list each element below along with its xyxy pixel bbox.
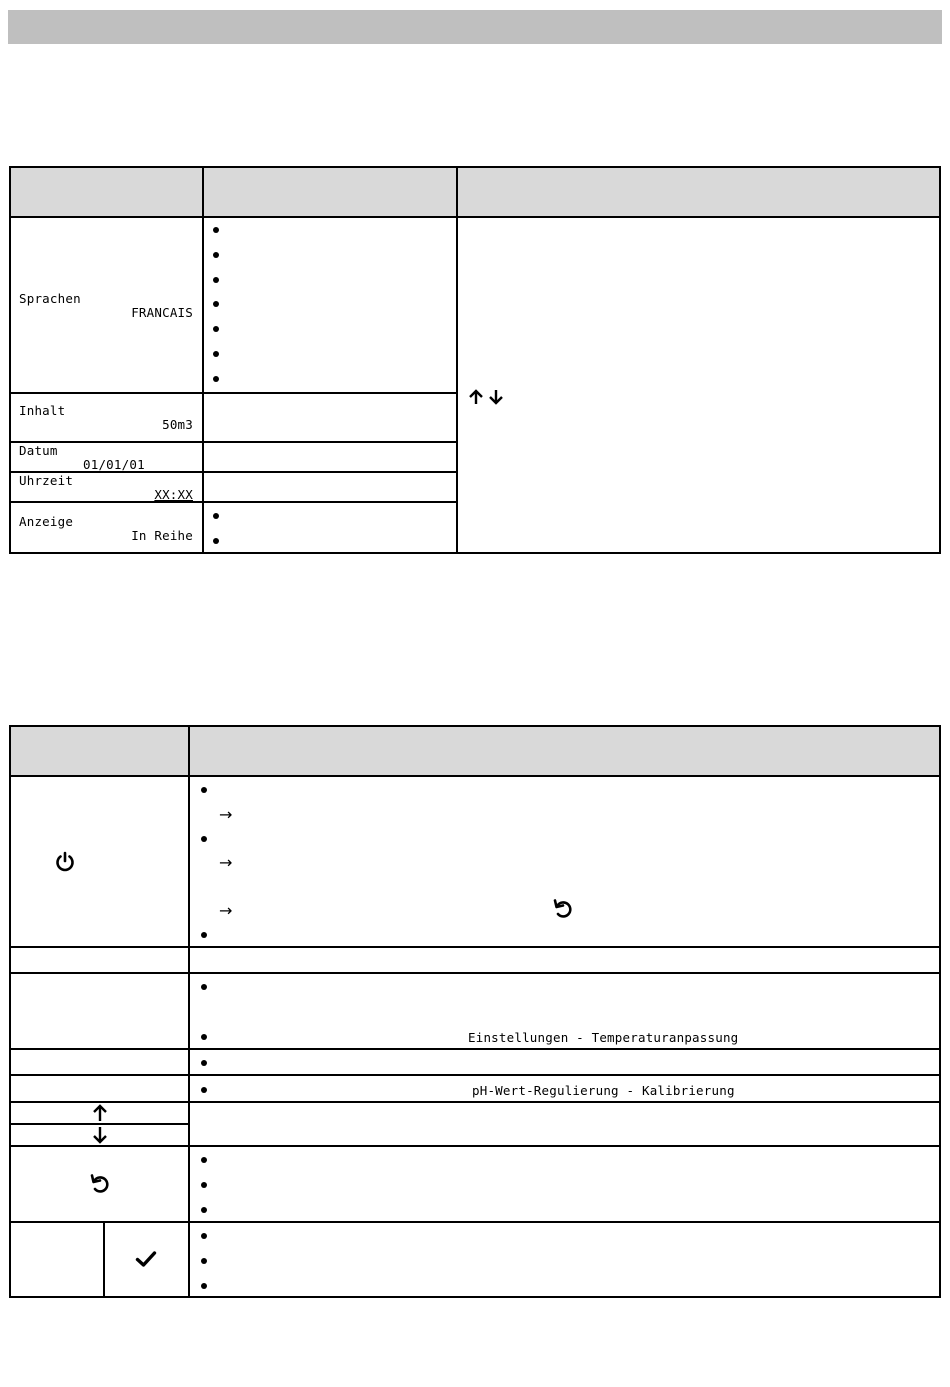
settings-table [9,166,941,554]
setting-value-anzeige: In Reihe [131,528,193,543]
list-bullet [201,787,207,793]
setting-value-sprachen: FRANCAIS [131,305,193,320]
arrow-down-icon [91,1126,109,1144]
arrow-right-icon: → [219,805,233,824]
keys-table-header [11,727,939,775]
arrow-down-icon [487,388,505,406]
list-bullet [201,1258,207,1264]
list-bullet [213,376,219,382]
list-bullet [213,227,219,233]
list-bullet [213,538,219,544]
list-bullet [201,1283,207,1289]
list-bullet [201,1157,207,1163]
power-icon [54,851,76,873]
list-bullet [201,1087,207,1093]
setting-value-uhrzeit: XX:XX [154,487,193,502]
setting-value-inhalt: 50m3 [162,417,193,432]
undo-icon [89,1173,111,1195]
setting-label-anzeige: Anzeige [19,514,74,529]
setting-label-datum: Datum [19,443,58,458]
undo-icon [552,898,574,920]
setting-label-sprachen: Sprachen [19,291,81,306]
list-bullet [213,351,219,357]
list-bullet [213,301,219,307]
list-bullet [201,1034,207,1040]
arrow-up-icon [91,1104,109,1122]
text-settings-temperature: Einstellungen - Temperaturanpassung [468,1030,739,1045]
arrow-up-icon [467,388,485,406]
list-bullet [201,984,207,990]
list-bullet [213,252,219,258]
setting-value-datum: 01/01/01 [83,457,145,472]
setting-label-inhalt: Inhalt [19,403,66,418]
list-bullet [201,1060,207,1066]
list-bullet [201,1233,207,1239]
check-icon [135,1250,157,1268]
list-bullet [201,1182,207,1188]
setting-label-uhrzeit: Uhrzeit [19,473,74,488]
arrow-right-icon: → [219,853,233,872]
settings-table-header [11,168,939,216]
text-ph-calibration: pH-Wert-Regulierung - Kalibrierung [472,1083,735,1098]
list-bullet [213,513,219,519]
list-bullet [213,326,219,332]
list-bullet [201,1207,207,1213]
list-bullet [213,277,219,283]
keys-table [9,725,941,1298]
list-bullet [201,932,207,938]
page-header-bar [8,10,942,44]
arrow-right-icon: → [219,901,233,920]
list-bullet [201,836,207,842]
